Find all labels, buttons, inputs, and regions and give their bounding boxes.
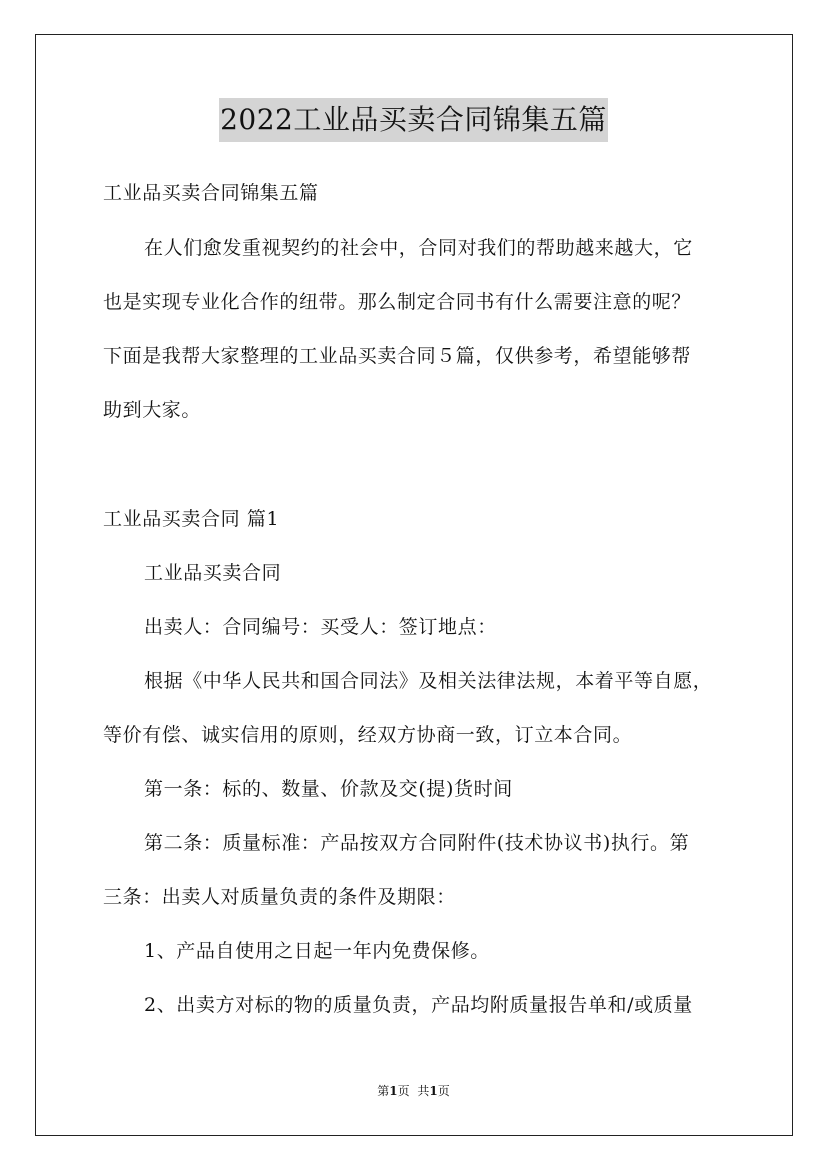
paragraph-line: 三条：出卖人对质量负责的条件及期限： (103, 886, 456, 908)
paragraph-line: 2、出卖方对标的物的质量负责，产品均附质量报告单和/或质量 (144, 994, 693, 1016)
paragraph-line: 第二条：质量标准：产品按双方合同附件(技术协议书)执行。第 (144, 832, 690, 854)
paragraph-line: 等价有偿、诚实信用的原则，经双方协商一致，订立本合同。 (103, 724, 633, 746)
page-number: 1 (389, 1084, 398, 1098)
paragraph-line: 工业品买卖合同 (144, 562, 282, 584)
page-footer (0, 1083, 827, 1099)
page-suffix: 页 (397, 1084, 410, 1098)
paragraph-line: 1、产品自使用之日起一年内免费保修。 (144, 940, 490, 962)
section-heading: 工业品买卖合同 篇1 (103, 508, 280, 530)
paragraph-line: 下面是我帮大家整理的工业品买卖合同５篇，仅供参考，希望能够帮 (103, 345, 692, 367)
total-prefix: 共 (417, 1084, 430, 1098)
paragraph-line: 出卖人：合同编号：买受人：签订地点： (144, 616, 497, 638)
paragraph-line: 助到大家。 (103, 399, 202, 421)
total-suffix: 页 (437, 1084, 450, 1098)
paragraph-line: 第一条：标的、数量、价款及交(提)货时间 (144, 778, 513, 800)
paragraph-line: 根据《中华人民共和国合同法》及相关法律法规，本着平等自愿， (144, 670, 713, 692)
paragraph-line: 在人们愈发重视契约的社会中，合同对我们的帮助越来越大，它 (144, 237, 693, 259)
subtitle-line: 工业品买卖合同锦集五篇 (103, 182, 319, 204)
document-title: 2022工业品买卖合同锦集五篇 (219, 98, 608, 142)
paragraph-line: 也是实现专业化合作的纽带。那么制定合同书有什么需要注意的呢？ (103, 291, 692, 313)
total-pages: 1 (429, 1084, 438, 1098)
page-prefix: 第 (377, 1084, 390, 1098)
title-container (0, 98, 827, 142)
